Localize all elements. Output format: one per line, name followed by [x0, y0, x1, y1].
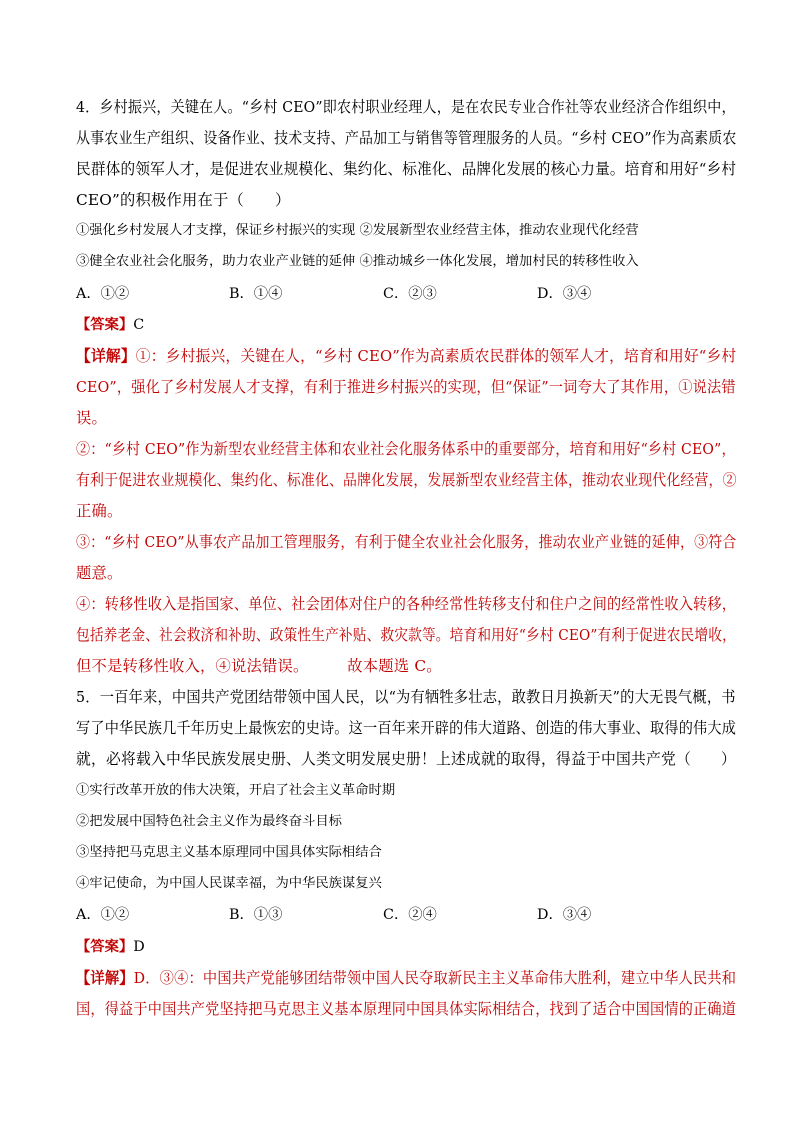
q5-option-b: B．①③	[229, 907, 283, 923]
q4-detail-line-10: 包括养老金、社会救济和补助、政策性生产补贴、救灾款等。培育和用好“乡村 CEO”有利于促进农民增收，	[76, 626, 736, 644]
q5-stem-line-3: 就，必将载入中华民族发展史册、人类文明发展史册！上述成就的取得，得益于中国共产党（ ）	[76, 750, 737, 768]
q4-answer	[76, 315, 736, 335]
q5-answer	[76, 937, 736, 957]
q5-detail-text-1: D．③④：中国共产党能够团结带领中国人民夺取新民主主义革命伟大胜利，建立中华人民共和	[133, 969, 737, 987]
q5-statement-4: ④牢记使命，为中国人民谋幸福，为中华民族谋复兴	[76, 876, 382, 891]
q4-detail-text-1: ①：乡村振兴，关键在人，“乡村 CEO”作为高素质农民群体的领军人才，培育和用好“乡村	[135, 347, 737, 365]
q5-detail-line-2: 国，得益于中国共产党坚持把马克思主义基本原理同中国具体实际相结合，找到了适合中国国情的正确道	[76, 1000, 737, 1018]
q4-answer-value: C	[133, 317, 145, 333]
q5-statement-1: ①实行改革开放的伟大决策，开启了社会主义革命时期	[76, 783, 396, 798]
q4-option-d: D．③④	[537, 286, 592, 302]
q4-option-a: A．①②	[76, 286, 130, 302]
q4-option-c: C．②③	[383, 286, 437, 302]
q4-detail-line-7: ③：“乡村 CEO”从事农产品加工管理服务，有利于健全农业社会化服务，推动农业产业链的延伸，③符合	[76, 533, 737, 551]
q5-answer-label: 【答案】	[76, 939, 134, 955]
q5-detail-label: 【详解】	[76, 969, 134, 987]
q5-answer-value: D	[133, 939, 145, 955]
q4-detail-label: 【详解】	[76, 347, 136, 365]
q5-stem-line-2: 写了中华民族几千年历史上最恢宏的史诗。这一百年来开辟的伟大道路、创造的伟大事业、取得的伟大成	[76, 719, 737, 737]
q4-detail-line-2: CEO”，强化了乡村发展人才支撑，有利于推进乡村振兴的实现，但“保证”一词夸大了其作用，①说法错	[76, 378, 736, 396]
q4-stem-line-3: 民群体的领军人才，是促进农业规模化、集约化、标准化、品牌化发展的核心力量。培育和用好“乡村	[76, 160, 737, 178]
q5-statement-2: ②把发展中国特色社会主义作为最终奋斗目标	[76, 814, 342, 829]
q5-detail-line-1	[76, 968, 737, 988]
q4-stem-line-2: 从事农业生产组织、设备作业、技术支持、产品加工与销售等管理服务的人员。“乡村 CEO”作为高素质农	[76, 129, 737, 147]
q4-detail-line-11: 但不是转移性收入，④说法错误。 故本题选 C。	[76, 657, 442, 675]
q5-option-a: A．①②	[76, 907, 130, 923]
q4-answer-label: 【答案】	[76, 317, 134, 333]
q4-detail-line-9: ④：转移性收入是指国家、单位、社会团体对住户的各种经常性转移支付和住户之间的经常性收入转移，	[76, 595, 737, 613]
q4-stem-line-4: CEO”的积极作用在于（ ）	[76, 191, 291, 209]
q4-stem-line-1: 4．乡村振兴，关键在人。“乡村 CEO”即农村职业经理人，是在农民专业合作社等农业经济合作组织中，	[76, 98, 736, 116]
q5-option-d: D．③④	[537, 907, 592, 923]
q4-statement-2: ③健全农业社会化服务，助力农业产业链的延伸 ④推动城乡一体化发展，增加村民的转移性收入	[76, 254, 639, 269]
q4-detail-line-4: ②：“乡村 CEO”作为新型农业经营主体和农业社会化服务体系中的重要部分，培育和用好“乡村 CEO”，	[76, 440, 736, 458]
q5-statement-3: ③坚持把马克思主义基本原理同中国具体实际相结合	[76, 845, 382, 860]
q4-detail-line-6: 正确。	[76, 502, 123, 520]
q5-stem-line-1: 5．一百年来，中国共产党团结带领中国人民，以“为有牺牲多壮志，敢教日月换新天”的大无畏气概，书	[76, 688, 736, 706]
q4-detail-line-1	[76, 346, 737, 366]
q4-option-b: B．①④	[229, 286, 283, 302]
q4-statement-1: ①强化乡村发展人才支撑，保证乡村振兴的实现 ②发展新型农业经营主体，推动农业现代化经营	[76, 223, 639, 238]
q4-detail-line-3: 误。	[76, 409, 107, 427]
q4-detail-line-8: 题意。	[76, 564, 123, 582]
q5-option-c: C．②④	[383, 907, 437, 923]
q4-detail-line-5: 有利于促进农业规模化、集约化、标准化、品牌化发展，发展新型农业经营主体，推动农业现代化经营，②	[76, 471, 737, 489]
